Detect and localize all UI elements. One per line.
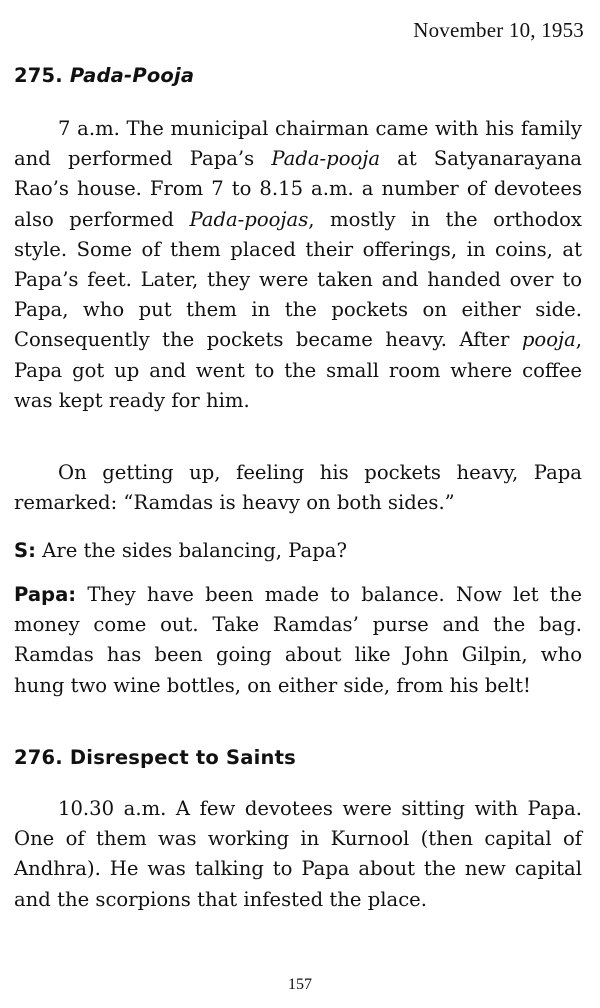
section-heading-276 xyxy=(14,746,296,769)
paragraph-text: , Papa got up and went to the small room where coffee was kept ready for him. xyxy=(14,328,582,412)
paragraph-text: , mostly in the orthodox style. Some of them placed their offerings, in coins, at Papa’s feet. Later, they were taken and handed over to Papa, who put them in the pockets on either side. Consequently the pockets became heavy. After xyxy=(14,207,582,352)
dialogue-text: They have been made to balance. Now let the money come out. Take Ramdas’ purse and the bag. Ramdas has been going about like John Gilpin, who hung two wine bottles, on either side, from his belt! xyxy=(14,583,582,697)
speaker-label: S: xyxy=(14,539,36,562)
italic-term: Pada-poojas xyxy=(189,207,309,231)
paragraph-text: at Satyanarayana Rao’s house. From 7 to 8.15 a.m. a number of devotees also performed xyxy=(14,147,582,231)
speaker-label: Papa: xyxy=(14,583,77,606)
page-date: November 10, 1953 xyxy=(413,18,584,42)
dialogue-line xyxy=(14,536,582,566)
dialogue-line xyxy=(14,580,582,701)
paragraph xyxy=(14,794,582,915)
italic-term: Pada-pooja xyxy=(271,147,381,171)
dialogue-text: Are the sides balancing, Papa? xyxy=(35,539,347,562)
page-number: 157 xyxy=(288,976,312,993)
italic-term: pooja xyxy=(521,328,576,352)
section-heading-275 xyxy=(14,64,194,87)
section-number: 275. xyxy=(14,64,63,87)
paragraph-text: On getting up, feeling his pockets heavy, Papa remarked: “Ramdas is heavy on both sides.” xyxy=(14,461,582,515)
section-title: Disrespect to Saints xyxy=(69,746,296,769)
paragraph-text: 7 a.m. The municipal chairman came with his family and performed Papa’s xyxy=(14,117,582,171)
section-title: Pada-Pooja xyxy=(69,64,195,87)
paragraph-text: 10.30 a.m. A few devotees were sitting with Papa. One of them was working in Kurnool (then capital of Andhra). He was talking to Papa about the new capital and the scorpions that infested the place. xyxy=(14,797,582,911)
section-number: 276. xyxy=(14,746,63,769)
paragraph xyxy=(14,458,582,518)
paragraph xyxy=(14,114,582,416)
